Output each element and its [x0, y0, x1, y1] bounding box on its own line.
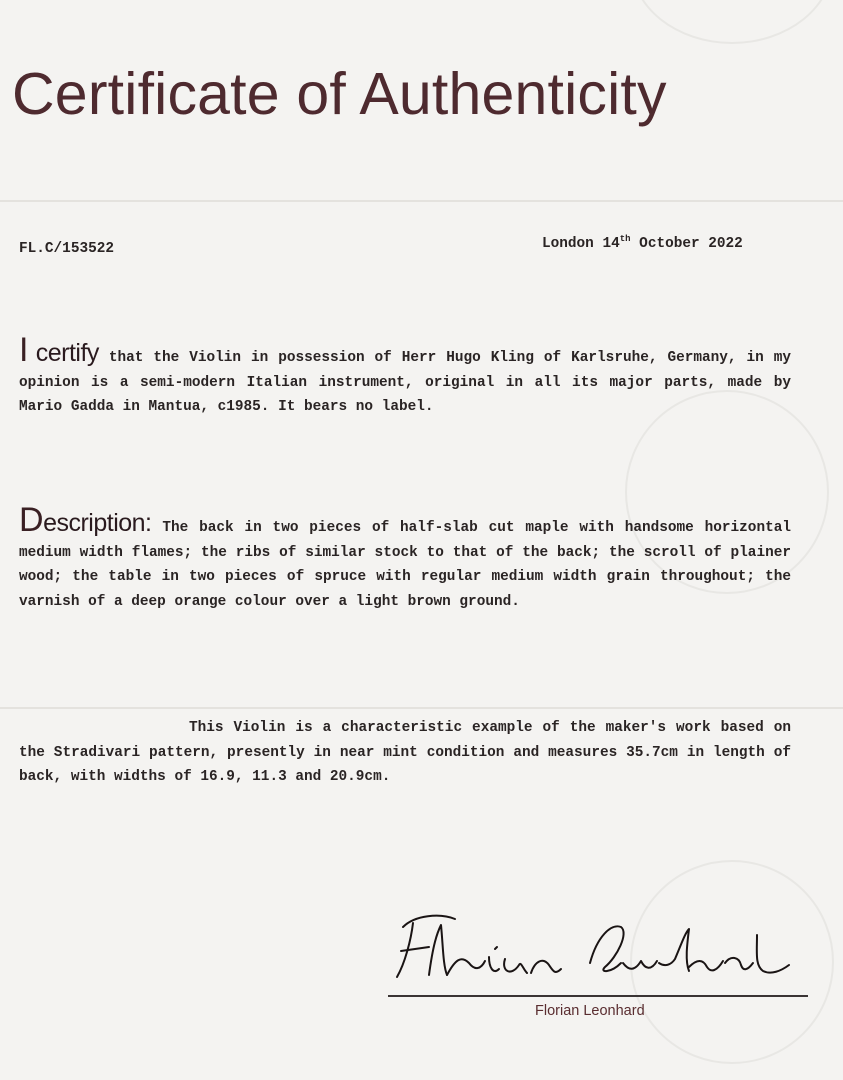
signature-line	[388, 995, 808, 997]
conclusion-paragraph	[19, 716, 791, 790]
issue-date	[542, 234, 743, 252]
certificate-title: Certificate of Authenticity	[12, 61, 667, 127]
certify-paragraph	[19, 331, 792, 420]
description-lead: escription:	[43, 509, 152, 537]
certify-initial: I	[19, 331, 28, 369]
date-suffix: October 2022	[630, 236, 743, 252]
reference-number: FL.C/153522	[19, 241, 114, 257]
conclusion-text: This Violin is a characteristic example of the maker's work based on the Stradivari pattern, presently in near mint condition and measures 35.7cm in length of back, with widths of 16.9, 11.3 and 20.9cm.	[19, 720, 791, 785]
certify-lead: certify	[27, 339, 99, 367]
fold-line-top	[0, 200, 843, 202]
signer-name: Florian Leonhard	[535, 1003, 645, 1019]
description-text: The back in two pieces of half-slab cut maple with handsome horizontal medium width flames; the ribs of similar stock to that of the back; the scroll of plainer wood; the table in two pieces of spruce with regular medium width grain throughout; the varnish of a deep orange colour over a light brown ground.	[19, 520, 791, 610]
fold-line-bottom	[0, 707, 843, 709]
certify-text: that the Violin in possession of Herr Hugo Kling of Karlsruhe, Germany, in my opinion is a semi-modern Italian instrument, original in all its major parts, made by Mario Gadda in Mantua, c1985. It bears no label.	[19, 350, 792, 415]
description-paragraph	[19, 501, 791, 614]
date-prefix: London 14	[542, 236, 620, 252]
embossed-seal-top	[630, 0, 834, 44]
handwritten-signature	[385, 905, 805, 995]
description-initial: D	[19, 501, 44, 539]
date-ordinal: th	[619, 234, 631, 244]
